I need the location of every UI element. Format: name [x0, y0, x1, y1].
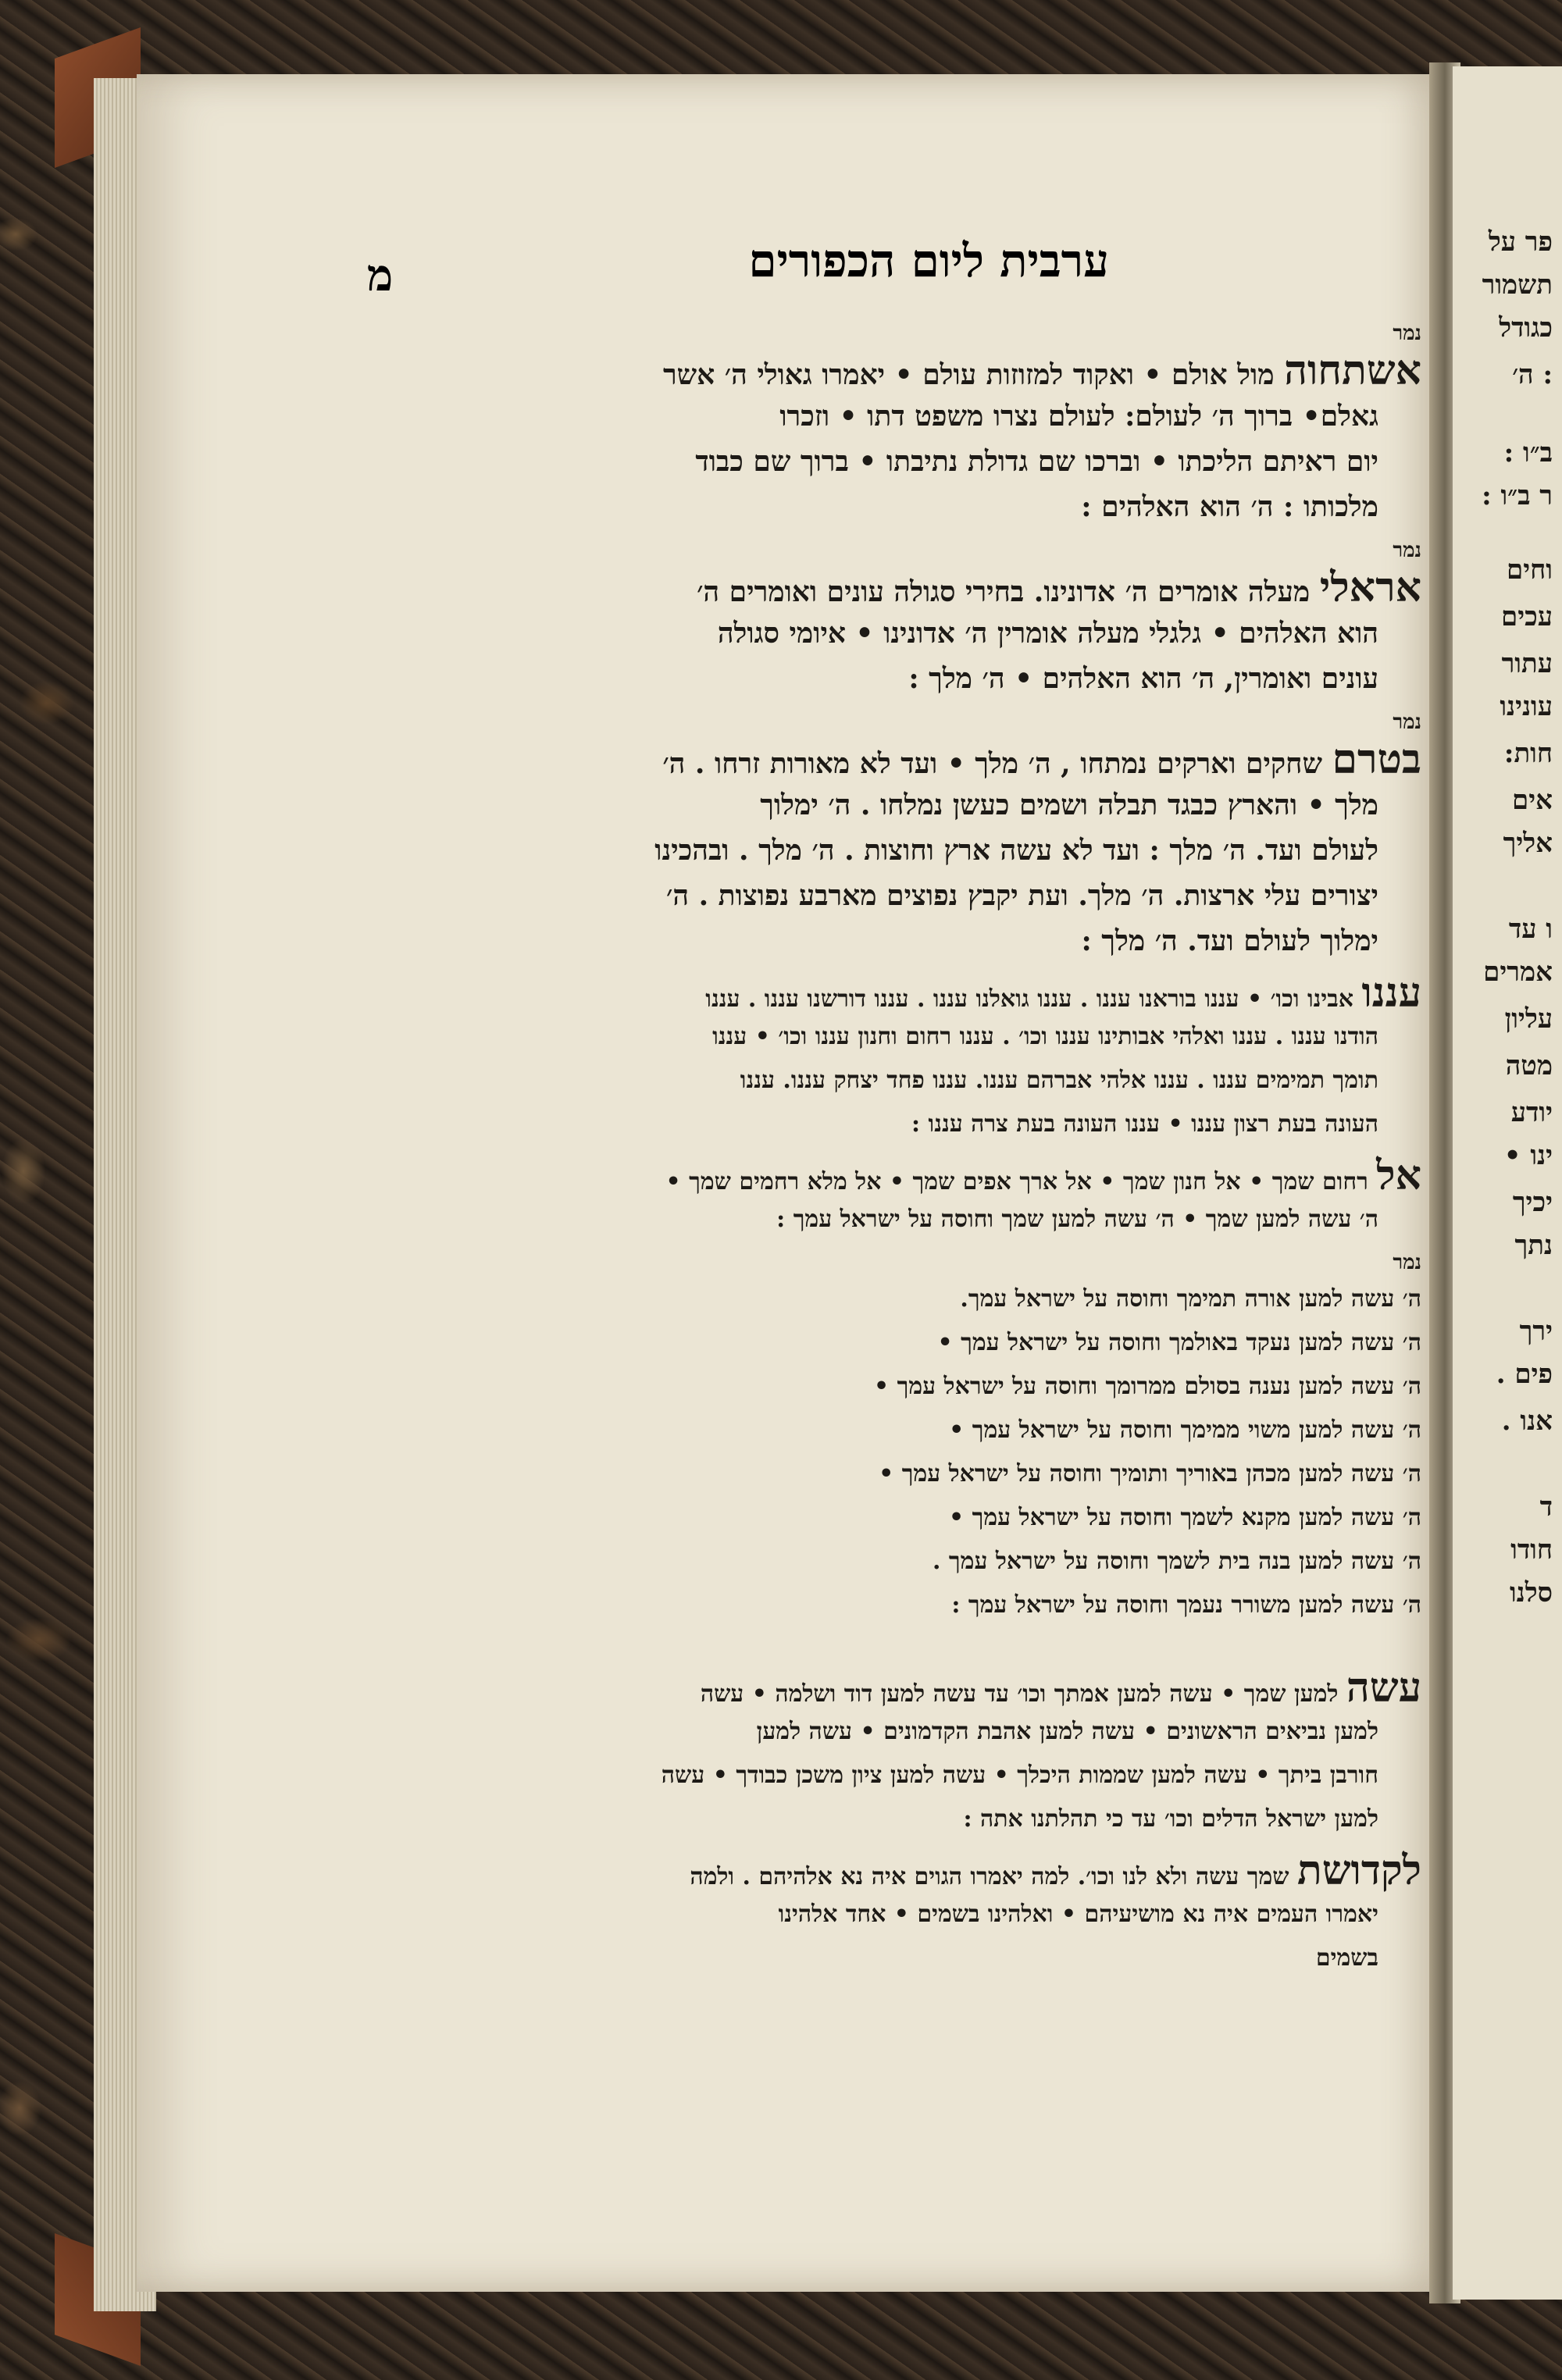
- text-line: [367, 1797, 1421, 1841]
- facing-page-fragment: פים .: [1496, 1359, 1553, 1390]
- prayer-section: [367, 709, 1421, 964]
- text-line: [367, 1893, 1421, 1936]
- facing-page-fragment: ו עד: [1508, 914, 1553, 945]
- line-text: יצורים עלי ארצות. ה׳ מלך. ועת יקבץ נפוצים מארבע נפוצות . ה׳: [666, 879, 1378, 912]
- line-text: מלכותו : ה׳ הוא האלהים :: [1081, 490, 1378, 523]
- line-text: אבינו וכו׳ • עננו בוראנו עננו . עננו גואלנו עננו . עננו דורשנו עננו . עננו: [705, 985, 1353, 1013]
- line-text: ה׳ עשה למען משוי ממימך וחוסה על ישראל עמך •: [949, 1416, 1421, 1444]
- line-text: חורבן ביתך • עשה למען שממות היכלך • עשה למען ציון משכן כבודך • עשה: [661, 1762, 1378, 1789]
- line-text: יום ראיתם הליכתו • וברכו שם גדולת נתיבתו • ברוך שם כבוד: [695, 445, 1378, 478]
- page-number: מ: [367, 250, 394, 301]
- line-text: עונים ואומרין, ה׳ הוא האלהים • ה׳ מלך :: [908, 662, 1378, 695]
- text-line: [367, 1849, 1421, 1893]
- facing-page-fragment: חודו: [1510, 1534, 1553, 1566]
- line-text: הודנו עננו . עננו ואלהי אבותינו עננו וכו׳ . עננו רחום וחנון עננו וכו׳ • עננו: [712, 1023, 1378, 1050]
- opening-word: עננו: [1361, 971, 1421, 1015]
- facing-page-fragment: אמרים: [1483, 957, 1553, 988]
- line-text: מלך • והארץ כבגד תבלה ושמים כעשן נמלחו . ה׳ ימלוך: [760, 789, 1378, 821]
- facing-page-fragment: : ה׳: [1512, 359, 1553, 390]
- cue-word: נמר: [1393, 1251, 1421, 1274]
- line-text: ימלוך לעולם ועד. ה׳ מלך :: [1081, 925, 1378, 957]
- line-text: רחום שמך • אל חנון שמך • אל ארך אפים שמך • אל מלא רחמים שמך •: [665, 1168, 1368, 1195]
- facing-page-fragment: תשמור: [1482, 269, 1553, 301]
- text-line: [367, 1277, 1421, 1321]
- text-line: [367, 1666, 1421, 1710]
- opening-word: עשה: [1346, 1666, 1421, 1710]
- facing-page-fragment: וחים: [1507, 554, 1553, 586]
- prayer-section: [367, 1849, 1421, 1980]
- opening-word: אראלי: [1319, 565, 1421, 611]
- opening-word: אל: [1376, 1154, 1421, 1198]
- text-line: [367, 971, 1421, 1015]
- facing-page-fragment: פר על: [1488, 226, 1553, 258]
- facing-page-fragment: יכיך: [1512, 1187, 1553, 1218]
- facing-page-fragment: חות:: [1503, 738, 1553, 769]
- line-text: ה׳ עשה למען מקנא לשמך וחוסה על ישראל עמך •: [949, 1504, 1421, 1531]
- section-gap: [367, 1635, 1421, 1666]
- prayer-text: [367, 320, 1421, 1988]
- text-line: [367, 1936, 1421, 1980]
- facing-page-fragment: אליך: [1503, 828, 1553, 859]
- text-line: [367, 1409, 1421, 1452]
- line-text: למען נביאים הראשונים • עשה למען אהבת הקדמונים • עשה למען: [756, 1718, 1378, 1745]
- text-line: [367, 656, 1421, 701]
- text-line: [367, 828, 1421, 873]
- opening-word: לקדושת: [1297, 1849, 1421, 1893]
- text-line: [367, 1059, 1421, 1103]
- facing-page-fragment: מטה: [1505, 1050, 1553, 1081]
- facing-page-fragment: עליון: [1504, 1003, 1553, 1035]
- text-line: [367, 1198, 1421, 1242]
- prayer-section: [367, 1666, 1421, 1841]
- cue-word: נמר: [1393, 322, 1421, 345]
- text-line: [367, 611, 1421, 656]
- prayer-section: [367, 537, 1421, 701]
- text-line: [367, 1754, 1421, 1797]
- facing-page-fragment: עתור: [1501, 648, 1553, 679]
- opening-word: בטרם: [1332, 737, 1421, 782]
- text-line: [367, 484, 1421, 529]
- cue-word: נמר: [1393, 711, 1421, 734]
- line-text: יאמרו העמים איה נא מושיעיהם • ואלהינו בשמים • אחד אלהינו: [778, 1901, 1378, 1928]
- text-line: [367, 1015, 1421, 1059]
- line-text: ה׳ עשה למען נענה בסולם ממרומך וחוסה על ישראל עמך •: [874, 1373, 1421, 1400]
- opening-word: אשתחוה: [1284, 348, 1421, 394]
- line-text: שמך עשה ולא לנו וכו׳. למה יאמרו הגוים איה נא אלהיהם . ולמה: [690, 1863, 1289, 1890]
- text-line: [367, 1154, 1421, 1198]
- line-text: ה׳ עשה למען בנה בית לשמך וחוסה על ישראל עמך .: [933, 1548, 1421, 1575]
- text-line: [367, 918, 1421, 964]
- text-line: [367, 1540, 1421, 1584]
- line-text: מול אולם • ואקוד למזוזות עולם • יאמרו גאולי ה׳ אשר: [662, 358, 1275, 391]
- facing-page-fragment: סלנו: [1509, 1577, 1553, 1609]
- running-header: [367, 234, 1421, 305]
- facing-page-fragment: כגודל: [1499, 312, 1553, 344]
- line-text: למען ישראל הדלים וכו׳ עד כי תהלתנו אתה :: [963, 1805, 1378, 1833]
- line-text: ה׳ עשה למען מכהן באוריך ותומיך וחוסה על ישראל עמך •: [879, 1460, 1421, 1488]
- line-text: מעלה אומרים ה׳ אדונינו. בחירי סגולה עונים ואומרים ה׳: [697, 575, 1311, 608]
- text-line: [367, 394, 1421, 439]
- prayer-section: [367, 320, 1421, 529]
- prayer-section: [367, 1249, 1421, 1627]
- line-text: ה׳ עשה למען נעקד באולמך וחוסה על ישראל עמך •: [937, 1329, 1421, 1356]
- facing-page-fragment: ר ב״ו :: [1482, 480, 1553, 511]
- text-line: [367, 1496, 1421, 1540]
- facing-page-fragment: אים: [1512, 785, 1553, 816]
- facing-page: [1453, 66, 1562, 2300]
- prayer-section: [367, 1154, 1421, 1242]
- prayer-section: [367, 971, 1421, 1146]
- line-text: למען שמך • עשה למען אמתך וכו׳ עד עשה למען דוד ושלמה • עשה: [700, 1680, 1339, 1708]
- line-text: לעולם ועד. ה׳ מלך : ועד לא עשה ארץ וחוצות . ה׳ מלך . ובהכינו: [654, 834, 1378, 867]
- line-text: העונה בעת רצון עננו • עננו העונה בעת צרה עננו :: [911, 1110, 1378, 1138]
- text-line: [367, 1710, 1421, 1754]
- facing-page-fragment: ירך: [1519, 1316, 1553, 1347]
- line-text: ה׳ עשה למען אורה תמימך וחוסה על ישראל עמך.: [960, 1285, 1421, 1313]
- line-text: הוא האלהים • גלגלי מעלה אומרין ה׳ אדונינו • איומי סגולה: [717, 617, 1378, 650]
- text-line: [367, 782, 1421, 828]
- text-line: [367, 1452, 1421, 1496]
- facing-page-fragment: ב״ו :: [1503, 437, 1553, 469]
- facing-page-fragment: ינו •: [1503, 1140, 1553, 1171]
- line-text: בשמים: [1315, 1944, 1378, 1972]
- text-line: [367, 1365, 1421, 1409]
- line-text: שחקים וארקים נמתחו , ה׳ מלך • ועד לא מאורות זרחו . ה׳: [662, 747, 1322, 780]
- facing-page-fragment: יודע: [1510, 1097, 1553, 1128]
- facing-page-fragment: עכים: [1501, 601, 1553, 632]
- line-text: ה׳ עשה למען שמך • ה׳ עשה למען שמך וחוסה על ישראל עמך :: [776, 1206, 1378, 1233]
- text-line: [367, 1103, 1421, 1146]
- line-text: ה׳ עשה למען משורר נעמך וחוסה על ישראל עמך :: [951, 1591, 1421, 1619]
- text-line: [367, 1584, 1421, 1627]
- line-text: גאלם• ברוך ה׳ לעולם: לעולם נצרו משפט דתו • וזכרו: [779, 400, 1378, 433]
- text-line: [367, 439, 1421, 484]
- facing-page-fragment: עונינו: [1500, 691, 1553, 722]
- line-text: תומך תמימים עננו . עננו אלהי אברהם עננו. עננו פחד יצחק עננו. עננו: [740, 1067, 1378, 1094]
- page-title: ערבית ליום הכפורים: [748, 234, 1109, 287]
- text-line: [367, 737, 1421, 782]
- facing-page-fragment: אנו .: [1501, 1406, 1553, 1437]
- text-line: [367, 873, 1421, 918]
- text-line: [367, 348, 1421, 394]
- text-line: [367, 565, 1421, 611]
- facing-page-fragment: נתך: [1514, 1230, 1553, 1261]
- cue-word: נמר: [1393, 539, 1421, 562]
- facing-page-fragment: ד: [1539, 1491, 1553, 1523]
- text-line: [367, 1321, 1421, 1365]
